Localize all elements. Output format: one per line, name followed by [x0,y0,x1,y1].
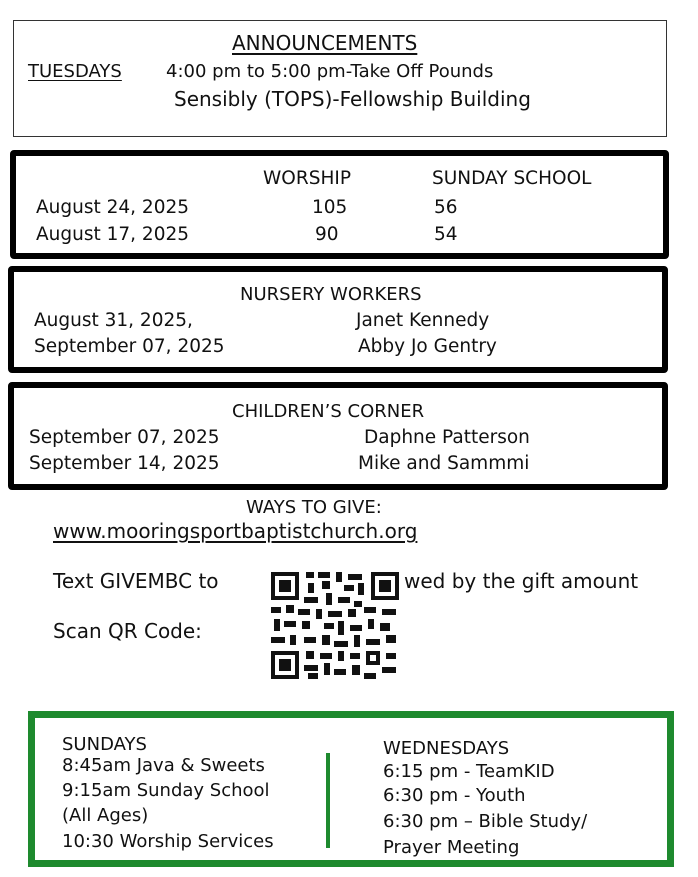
announcements-line2: Sensibly (TOPS)-Fellowship Building [174,87,531,111]
sunday-schedule-item: 10:30 Worship Services [62,831,274,852]
sunday-school-header: SUNDAY SCHOOL [432,168,592,189]
attendance-sunday-school-value: 54 [434,224,458,245]
childrens-corner-date: September 14, 2025 [29,453,220,474]
nursery-box [8,266,668,373]
text-give-suffix: wed by the gift amount [404,569,639,593]
text-give-prefix: Text GIVEMBC to [53,569,219,593]
sunday-schedule-item: 8:45am Java & Sweets [62,755,265,776]
nursery-worker: Abby Jo Gentry [358,336,497,357]
childrens-corner-title: CHILDREN’S CORNER [232,401,425,422]
childrens-corner-name: Daphne Patterson [364,427,530,448]
announcements-title: ANNOUNCEMENTS [232,31,418,55]
childrens-corner-name: Mike and Sammmi [358,453,530,474]
service-schedule-box [28,711,674,867]
donation-website-link[interactable]: www.mooringsportbaptistchurch.org [53,519,418,543]
wednesday-schedule-item: Prayer Meeting [383,837,520,858]
attendance-sunday-school-value: 56 [434,197,458,218]
attendance-worship-value: 90 [315,224,339,245]
nursery-worker: Janet Kennedy [356,310,490,331]
attendance-worship-value: 105 [312,197,348,218]
sunday-schedule-item: (All Ages) [62,805,149,826]
sunday-schedule-item: 9:15am Sunday School [62,780,270,801]
announcements-box [13,20,667,137]
attendance-date: August 24, 2025 [36,197,190,218]
worship-header: WORSHIP [263,168,351,189]
nursery-date: August 31, 2025, [34,310,193,331]
nursery-date: September 07, 2025 [34,336,225,357]
attendance-date: August 17, 2025 [36,224,190,245]
scan-qr-label: Scan QR Code: [53,619,202,643]
attendance-box [10,150,669,259]
childrens-corner-box [8,382,668,490]
announcements-day: TUESDAYS [28,61,122,82]
schedule-divider [326,753,330,848]
wednesday-schedule-item: 6:15 pm - TeamKID [383,761,555,782]
ways-to-give-title: WAYS TO GIVE: [246,497,382,518]
sundays-title: SUNDAYS [62,734,147,755]
childrens-corner-date: September 07, 2025 [29,427,220,448]
qr-code-icon[interactable] [268,569,402,682]
nursery-title: NURSERY WORKERS [240,284,422,305]
wednesday-schedule-item: 6:30 pm – Bible Study/ [383,811,588,832]
wednesdays-title: WEDNESDAYS [383,738,510,759]
wednesday-schedule-item: 6:30 pm - Youth [383,785,526,806]
announcements-line1: 4:00 pm to 5:00 pm-Take Off Pounds [166,61,494,82]
